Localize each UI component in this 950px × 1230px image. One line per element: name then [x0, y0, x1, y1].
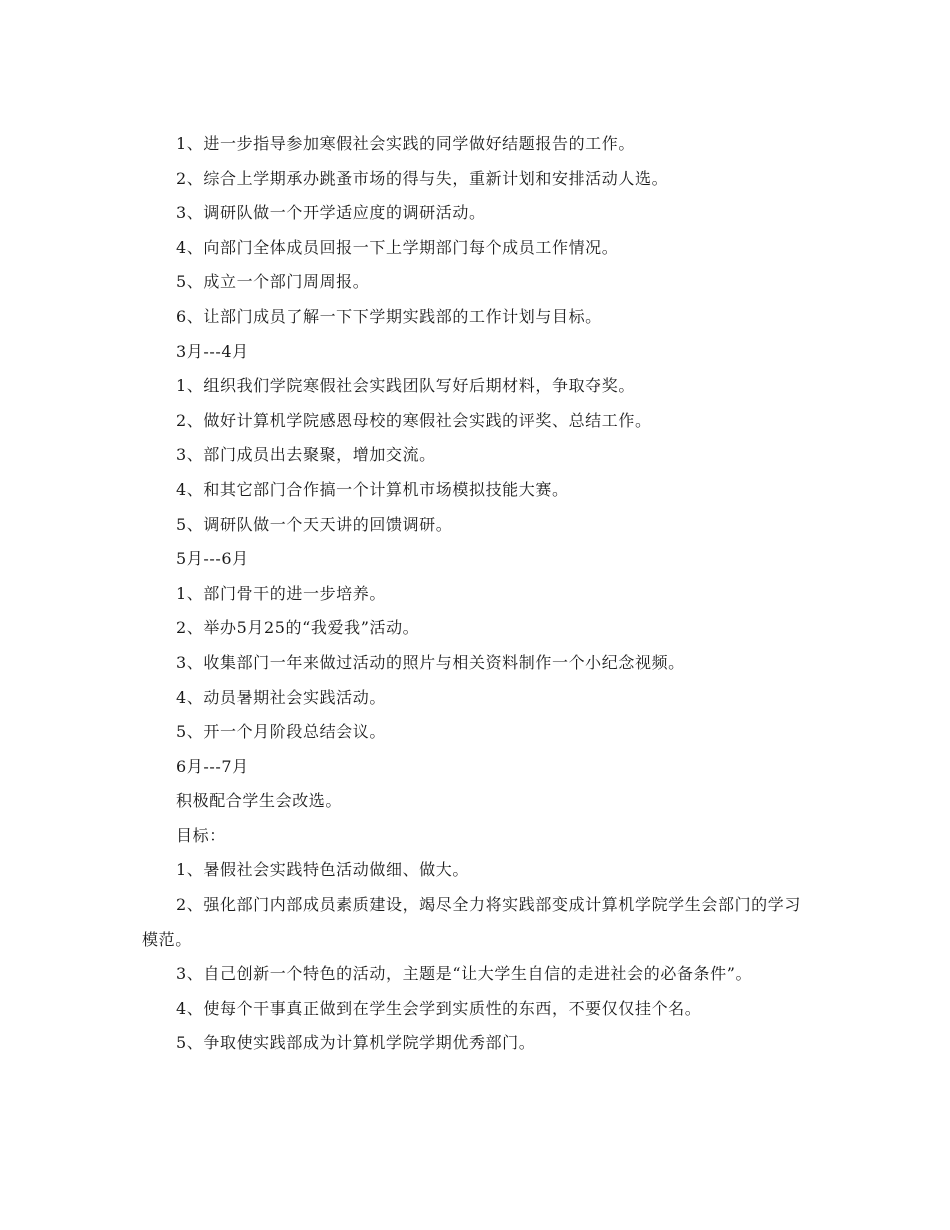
paragraph: 1、暑假社会实践特色活动做细、做大。 — [176, 860, 469, 880]
paragraph: 6、让部门成员了解一下下学期实践部的工作计划与目标。 — [176, 306, 602, 326]
paragraph: 3、自己创新一个特色的活动，主题是“让大学生自信的走进社会的必备条件”。 — [176, 964, 753, 984]
paragraph: 5、争取使实践部成为计算机学院学期优秀部门。 — [176, 1033, 536, 1053]
section-heading: 6月---7月 — [176, 756, 249, 776]
section-heading: 5月---6月 — [176, 549, 249, 569]
paragraph: 2、综合上学期承办跳蚤市场的得与失，重新计划和安排活动人选。 — [176, 168, 669, 188]
paragraph: 2、做好计算机学院感恩母校的寒假社会实践的评奖、总结工作。 — [176, 410, 652, 430]
paragraph: 5、开一个月阶段总结会议。 — [176, 722, 386, 742]
paragraph: 积极配合学生会改选。 — [176, 791, 343, 811]
paragraph: 3、部门成员出去聚聚，增加交流。 — [176, 445, 436, 465]
paragraph: 4、动员暑期社会实践活动。 — [176, 687, 386, 707]
document-body — [142, 127, 802, 1061]
paragraph: 3、调研队做一个开学适应度的调研活动。 — [176, 203, 486, 223]
paragraph: 1、部门骨干的进一步培养。 — [176, 583, 386, 603]
paragraph: 3、收集部门一年来做过活动的照片与相关资料制作一个小纪念视频。 — [176, 652, 685, 672]
paragraph: 4、向部门全体成员回报一下上学期部门每个成员工作情况。 — [176, 237, 619, 257]
paragraph: 5、成立一个部门周周报。 — [176, 272, 370, 292]
paragraph: 2、举办5月25的“我爱我”活动。 — [176, 618, 420, 638]
paragraph: 4、和其它部门合作搞一个计算机市场模拟技能大赛。 — [176, 479, 569, 499]
paragraph: 4、使每个干事真正做到在学生会学到实质性的东西，不要仅仅挂个名。 — [176, 998, 702, 1018]
paragraph: 2、强化部门内部成员素质建设，竭尽全力将实践部变成计算机学院学生会部门的学习模范。 — [142, 895, 801, 949]
paragraph: 1、组织我们学院寒假社会实践团队写好后期材料，争取夺奖。 — [176, 376, 635, 396]
section-heading: 3月---4月 — [176, 341, 249, 361]
paragraph: 5、调研队做一个天天讲的回馈调研。 — [176, 514, 453, 534]
paragraph: 1、进一步指导参加寒假社会实践的同学做好结题报告的工作。 — [176, 134, 635, 153]
section-heading: 目标： — [176, 825, 226, 845]
